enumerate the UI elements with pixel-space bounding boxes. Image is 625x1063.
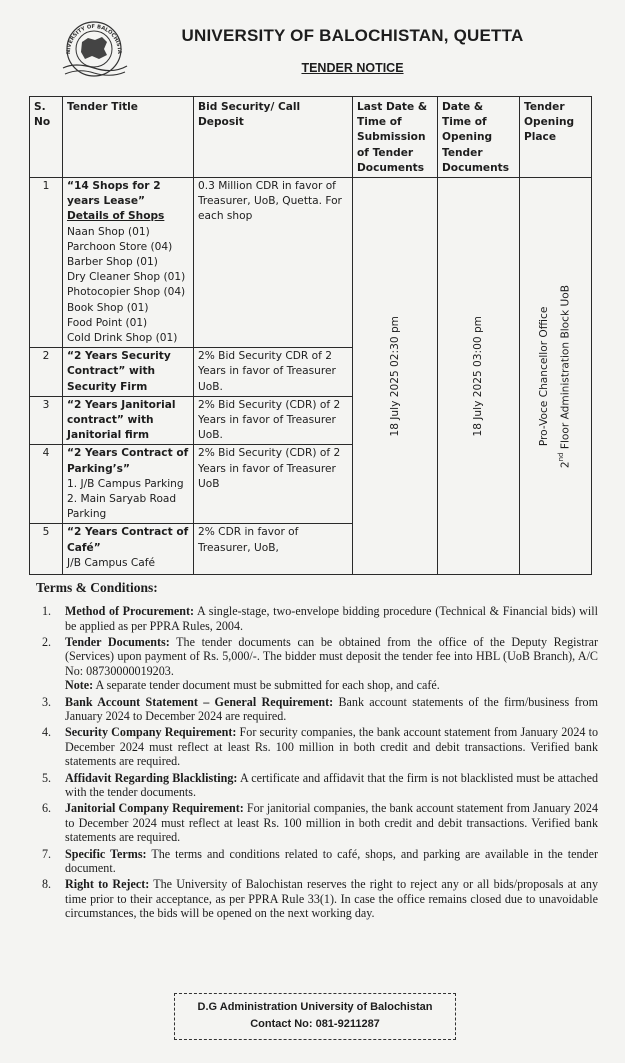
shop-item: Dry Cleaner Shop (01) xyxy=(67,271,186,284)
term-text: A single-stage, two-envelope bidding procedure (Technical & Financial bids) will be applied as per PPRA Rules, 2004. xyxy=(65,604,598,633)
term-text: The University of Balochistan reserves the right to reject any or all bids/proposals at any time prior to their acceptance, as per PPRA Rule 33(1). In case the office remains closed due to unavoidable circumstances, the bids will be opened on the next working day. xyxy=(65,877,599,921)
header-opening-date: Date & Time of Opening Tender Documents xyxy=(438,97,520,178)
row-number: 5 xyxy=(30,524,63,575)
term-item xyxy=(42,877,598,921)
tender-title: “2 Years Contract of Parking’s” xyxy=(67,447,189,475)
term-item xyxy=(42,847,598,876)
row-number: 2 xyxy=(30,348,63,397)
logo-ring-text: NIVERSITY OF BALOCHISTA xyxy=(65,23,123,55)
tender-title: “2 Years Security Contract” with Security Firm xyxy=(63,348,194,397)
opening-place-cell xyxy=(520,178,592,575)
bid-security-cell: 2% Bid Security (CDR) of 2 Years in favor of Treasurer UoB xyxy=(194,445,353,524)
term-note: A separate tender document must be submitted for each shop, and café. xyxy=(93,678,440,693)
opening-place xyxy=(536,285,575,468)
cafe-item: J/B Campus Café xyxy=(67,556,155,569)
term-text: The tender documents can be obtained from the office of the Deputy Registrar (Services) upon payment of Rs. 5,000/-. The bidder must deposit the tender fee into HBL (UoB Branch), A/C No: 08730000019203. xyxy=(65,634,598,678)
opening-place-floor-suffix: nd xyxy=(557,452,566,462)
contact-office: D.G Administration University of Balochistan xyxy=(197,1001,433,1013)
shop-item: Naan Shop (01) xyxy=(67,225,150,238)
term-number: 6. xyxy=(42,801,52,816)
opening-datetime-cell xyxy=(438,178,520,575)
university-title: UNIVERSITY OF BALOCHISTAN, QUETTA xyxy=(181,26,524,45)
term-text: A certificate and affidavit that the firm is not blacklisted must be attached with the tender documents. xyxy=(65,770,598,800)
tender-notice-title: TENDER NOTICE xyxy=(301,61,404,75)
term-text: The terms and conditions related to café, shops, and parking are available in the tender document. xyxy=(65,846,598,876)
table-header-row xyxy=(30,97,592,178)
term-number: 7. xyxy=(42,846,52,861)
header-sno: S. No xyxy=(30,97,63,178)
row-number: 4 xyxy=(30,445,63,524)
tender-title: “2 Years Janitorial contract” with Janitorial firm xyxy=(63,396,194,445)
term-lead: Specific Terms: xyxy=(65,846,147,861)
header-bid-security: Bid Security/ Call Deposit xyxy=(194,97,353,178)
table-row xyxy=(30,178,592,348)
contact-box xyxy=(174,993,456,1040)
tender-title-cell xyxy=(63,178,194,348)
term-text: For security companies, the bank account statement from January 2024 to December 2024 must reflect at least Rs. 100 million in both credit and debit transactions. Verified bank statements are required. xyxy=(65,725,599,769)
term-lead: Affidavit Regarding Blacklisting: xyxy=(65,770,238,785)
tender-title: “14 Shops for 2 years Lease” xyxy=(67,180,161,208)
header-tender-title: Tender Title xyxy=(63,97,194,178)
term-item xyxy=(42,604,598,633)
shop-item: Barber Shop (01) xyxy=(67,256,158,269)
shop-item: Photocopier Shop (04) xyxy=(67,286,186,299)
contact-number: Contact No: 081-9211287 xyxy=(250,1018,380,1030)
term-item xyxy=(42,695,598,724)
bid-security-cell: 2% Bid Security (CDR) of 2 Years in favor of Treasurer UoB. xyxy=(194,396,353,445)
term-item xyxy=(42,635,598,693)
tender-table xyxy=(29,96,592,575)
row-number: 1 xyxy=(30,178,63,348)
term-item xyxy=(42,725,598,769)
term-lead: Bank Account Statement – General Requirement: xyxy=(65,694,334,709)
opening-place-line2: Floor Administration Block UoB xyxy=(559,284,572,453)
bid-security-cell: 2% Bid Security CDR of 2 Years in favor of Treasurer UoB. xyxy=(194,348,353,397)
term-lead: Right to Reject: xyxy=(65,877,150,892)
header-last-date: Last Date & Time of Submission of Tender Documents xyxy=(353,97,438,178)
submission-deadline: 18 July 2025 02:30 pm xyxy=(388,315,401,437)
term-number: 4. xyxy=(42,725,52,740)
term-lead: Tender Documents: xyxy=(65,634,170,649)
shop-item: Book Shop (01) xyxy=(67,301,149,314)
header-opening-place: Tender Opening Place xyxy=(520,97,592,178)
parking-item: 1. J/B Campus Parking xyxy=(67,477,184,490)
row-number: 3 xyxy=(30,396,63,445)
shop-item: Cold Drink Shop (01) xyxy=(67,332,178,345)
tender-title-cell xyxy=(63,445,194,524)
term-lead: Security Company Requirement: xyxy=(65,725,237,740)
term-number: 2. xyxy=(42,634,52,649)
terms-list xyxy=(42,604,598,922)
shop-item: Food Point (01) xyxy=(67,316,148,329)
bid-security-cell: 0.3 Million CDR in favor of Treasurer, UoB, Quetta. For each shop xyxy=(194,178,353,348)
shop-item: Parchoon Store (04) xyxy=(67,240,173,253)
term-number: 1. xyxy=(42,604,52,618)
term-item xyxy=(42,771,598,800)
terms-heading: Terms & Conditions: xyxy=(36,580,158,595)
submission-deadline-cell xyxy=(353,178,438,575)
term-number: 5. xyxy=(42,770,52,785)
term-text: Bank account statements of the firm/business from January 2024 to December 2024 are required. xyxy=(65,694,598,724)
term-lead: Method of Procurement: xyxy=(65,604,195,618)
term-number: 3. xyxy=(42,694,52,709)
opening-place-floor: 2 xyxy=(559,461,572,468)
term-text: For janitorial companies, the bank account statement from January 2024 to December 2024 must reflect at least Rs. 100 million in both credit and debit transactions. Verified bank statements are required. xyxy=(65,801,598,845)
term-item xyxy=(42,801,598,845)
parking-item: 2. Main Saryab Road Parking xyxy=(67,493,177,521)
tender-title-cell xyxy=(63,524,194,575)
tender-title: “2 Years Contract of Café” xyxy=(67,526,189,554)
bid-security-cell: 2% CDR in favor of Treasurer, UoB, xyxy=(194,524,353,575)
term-lead: Janitorial Company Requirement: xyxy=(65,801,244,816)
term-note-lead: Note: xyxy=(65,678,94,693)
opening-place-line1: Pro-Voce Chancellor Office xyxy=(538,306,551,446)
opening-datetime: 18 July 2025 03:00 pm xyxy=(472,315,484,437)
shops-heading: Details of Shops xyxy=(67,210,165,223)
term-number: 8. xyxy=(42,877,52,892)
